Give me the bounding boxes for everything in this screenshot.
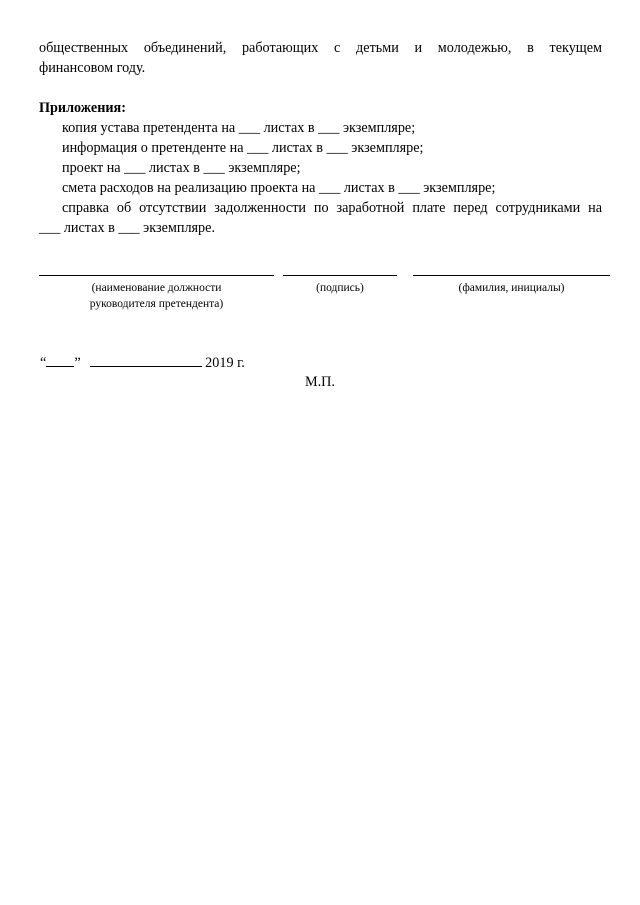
attachment-item-text: информация о претенденте на ___ листах в ___ экземпляре; (62, 140, 424, 156)
stamp-place: М.П. (305, 374, 335, 390)
attachments-heading: Приложения: (39, 100, 126, 116)
position-caption-line-2: руководителя претендента) (89, 298, 224, 310)
attachment-item (39, 198, 602, 238)
attachment-item (39, 178, 602, 198)
attachment-item-text: справка об отсутствии задолженности по заработной плате перед сотрудниками на (62, 200, 602, 216)
date-year: 2019 г. (205, 355, 245, 371)
intro-line-1: общественных объединений, работающих с детьми и молодежью, в текущем (39, 40, 602, 56)
attachment-item-text-continued: ___ листах в ___ экземпляре. (39, 220, 215, 236)
position-caption-line-1: (наименование должности (91, 282, 222, 294)
attachment-item-text: проект на ___ листах в ___ экземпляре; (62, 160, 301, 176)
attachment-item (39, 138, 602, 158)
name-caption: (фамилия, инициалы) (458, 282, 565, 294)
date-row (40, 352, 245, 373)
date-open-quote: “ (40, 355, 47, 371)
intro-line-2: финансовом году. (39, 60, 146, 76)
attachment-item-text: копия устава претендента на ___ листах в ___ экземпляре; (62, 120, 416, 136)
attachments-list (39, 118, 602, 238)
signature-caption: (подпись) (316, 282, 364, 294)
attachment-item (39, 158, 602, 178)
month-blank (90, 352, 202, 367)
attachment-item (39, 118, 602, 138)
position-caption (39, 280, 274, 312)
intro-paragraph (39, 38, 602, 78)
position-signature-line (39, 275, 274, 276)
date-close-quote: ” (74, 355, 81, 371)
name-signature-line (413, 275, 610, 276)
attachment-item-text: смета расходов на реализацию проекта на ___ листах в ___ экземпляре; (62, 180, 496, 196)
signature-line (283, 275, 397, 276)
day-blank (46, 352, 74, 367)
